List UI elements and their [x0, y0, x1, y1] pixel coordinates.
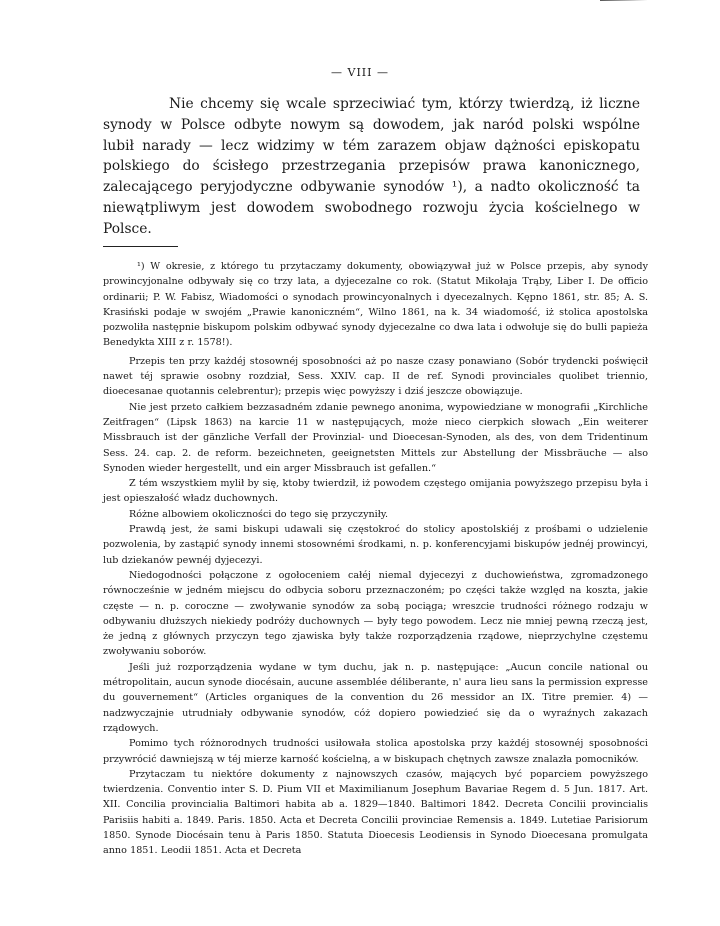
footnote-rule	[103, 246, 178, 247]
footnotes	[103, 259, 648, 859]
footnote-paragraph: Przytaczam tu niektóre dokumenty z najnowszych czasów, mających być poparciem powyższego twierdzenia. Conventio inter S. D. Pium VII et Maximilianum Josephum Bavariae Regem d. 5 Jun. 1817. Art. XII. Concilia provincialia Baltimori habita ab a. 1829—1840. Baltimori 1842. Decreta Concilii provincialis Parisiis habiti a. 1849. Paris. 1850. Acta et Decreta Concilii provinciae Remensis a. 1849. Lutetiae Parisiorum 1850. Synode Diocésain tenu à Paris 1850. Statuta Dioecesis Leodiensis in Synodo Dioecesana promulgata anno 1851. Leodii 1851. Acta et Decreta	[103, 768, 648, 857]
footnote-paragraph: Pomimo tych różnorodnych trudności usiłowała stolica apostolska przy każdéj stosownéj sposobności przywrócić dawniejszą w téj mierze karność kościelną, a w biskupach chętnych zawsze znalazła pomocników.	[103, 738, 648, 765]
footnote-paragraph: ¹) W okresie, z którego tu przytaczamy dokumenty, obowiązywał już w Polsce przepis, aby synody prowincyjonalne odbywały się co trzy lata, a dyjecezalne co rok. (Statut Mikołaja Trąby, Liber I. De officio ordinarii; P. W. Fabisz, Wiadomości o synodach prowincyonalnych i dyecezalnych. Kępno 1861, str. 85; A. S. Krasiński podaje w swojém „Prawie kanoniczném“, Wilno 1861, na k. 34 wiadomość, iż stolica apostolska pozwoliła następnie biskupom polskim odbywać synody dyjecezalne co dwa lata i odwołuje się do bulli papieża Benedykta XIII z r. 1578!).	[103, 261, 648, 349]
footnote-paragraph: Prawdą jest, że sami biskupi udawali się częstokroć do stolicy apostolskiéj z prośbami o udzielenie pozwolenia, by zastąpić synody innemi stosownémi środkami, n. p. konferencyjami biskupów jednéj prowincyi, lub dziekanów pewnéj dyjecezyi.	[103, 524, 648, 566]
page-edge-line	[600, 0, 720, 1]
footnote-paragraph: Niedogodności połączone z ogołoceniem całéj niemal dyjecezyi z duchowieństwa, zgromadzonego równocześnie w jedném miejscu do odbycia soboru przeznaczoném; po części także względ na koszta, jakie częste — n. p. coroczne — zwoływanie synodów za sobą pociąga; wreszcie trudności różnego rodzaju w odbywaniu dłuższych niekiedy podróży duchownych — były tego powodem. Lecz nie mniej pewną rzeczą jest, że jedną z głównych przyczyn tego zjawiska były także rozporządzenia rządowe, nieprzychylne częstemu zwoływaniu soborów.	[103, 569, 648, 658]
footnote-paragraph: Przepis ten przy każdéj stosownéj sposobności aż po nasze czasy ponawiano (Sobór trydencki poświęcił nawet téj sprawie osobny rozdział, Sess. XXIV. cap. II de ref. Synodi provinciales quolibet triennio, dioecesanae quotannis celebrentur); przepis więc powyższy i dziś jeszcze obowiązuje.	[103, 355, 648, 398]
footnote-paragraph: Różne albowiem okoliczności do tego się przyczyniły.	[129, 508, 389, 520]
main-text	[103, 94, 640, 240]
main-paragraph: Nie chcemy się wcale sprzeciwiać tym, którzy twierdzą, iż liczne synody w Polsce odbyte nowym są dowodem, jak naród polski wspólne lubił narady — lecz widzimy w tém zarazem objaw dążności episkopatu polskiego do ścisłego przestrzegania przepisów prawa kanonicznego, zalecającego peryjodyczne odbywanie synodów ¹), a nadto okoliczność ta niewątpliwym jest dowodem swobodnego rozwoju życia kościelnego w Polsce.	[103, 96, 640, 237]
footnote-paragraph: Z tém wszystkiem mylił by się, ktoby twierdził, iż powodem częstego omijania powyższego przepisu była i jest opieszałość władz duchownych.	[103, 478, 648, 505]
footnote-paragraph: Nie jest przeto całkiem bezzasadném zdanie pewnego anonima, wypowiedziane w monografii „Kirchliche Zeitfragen“ (Lipsk 1863) na karcie 11 w następujących, może nieco cierpkich słowach „Ein weiterer Missbrauch ist der gänzliche Verfall der Provinzial- und Dioecesan-Synoden, als des, von dem Tridentinum Sess. 24. cap. 2. de reform. bezeichneten, geeignetsten Mittels zur Abstellung der Missbräuche — also Synoden wieder hergestellt, und ein arger Missbrauch ist gefallen.“	[103, 401, 648, 474]
page-number: — VIII —	[331, 66, 389, 79]
footnote-paragraph: Jeśli już rozporządzenia wydane w tym duchu, jak n. p. następujące: „Aucun concile national ou métropolitain, aucun synode diocésain, aucune assemblée déliberante, n' aura lieu sans la permission expresse du gouvernement“ (Articles organiques de la convention du 26 messidor an IX. Titre premier. 4) — nadzwyczajnie utrudniały odbywanie synodów, cóż dopiero powiedzieć się da o wyraźnych zakazach rządowych.	[103, 661, 648, 734]
